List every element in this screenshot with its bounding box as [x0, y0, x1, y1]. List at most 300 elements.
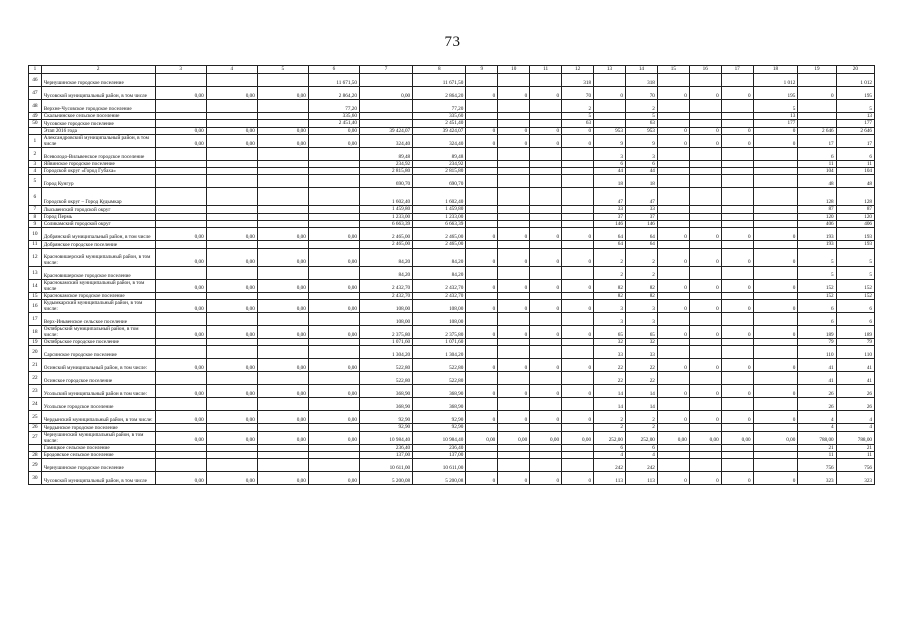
value-cell [721, 459, 753, 472]
value-cell: 0,00 [359, 87, 412, 100]
table-row [29, 312, 875, 325]
value-cell: 82 [625, 292, 657, 299]
value-cell [257, 147, 308, 160]
value-cell: 335,60 [308, 113, 359, 120]
row-name-cell: Краснокамский муниципальный район, в том числе [41, 279, 155, 292]
row-number-cell: 9 [29, 221, 42, 228]
value-cell [257, 266, 308, 279]
value-cell: 0 [530, 134, 562, 147]
value-cell [753, 213, 798, 220]
row-number-cell: 24 [29, 398, 42, 411]
value-cell: 108,00 [413, 312, 466, 325]
value-cell: 11 [836, 160, 874, 167]
value-cell [721, 346, 753, 359]
value-cell [206, 241, 257, 248]
value-cell: 1 233,00 [359, 213, 412, 220]
value-cell: 0,00 [206, 431, 257, 444]
value-cell: 137,00 [359, 451, 412, 458]
value-cell: 0 [498, 127, 530, 134]
row-name-cell: Верх-Иньвенское сельское поселение [41, 312, 155, 325]
value-cell: 0 [721, 87, 753, 100]
table-row [29, 87, 875, 100]
value-cell [530, 74, 562, 87]
value-cell [257, 372, 308, 385]
row-number-cell: 21 [29, 359, 42, 372]
table-row [29, 338, 875, 345]
value-cell: 44 [625, 168, 657, 175]
value-cell: 0 [530, 385, 562, 398]
value-cell [308, 147, 359, 160]
header-cell: 16 [689, 66, 721, 74]
value-cell: 234,92 [359, 160, 412, 167]
value-cell: 0,00 [206, 411, 257, 424]
value-cell [206, 221, 257, 228]
value-cell: 0,00 [206, 385, 257, 398]
value-cell [155, 424, 206, 431]
row-name-cell: Скальнинское сельское поселение [41, 113, 155, 120]
value-cell: 2 864,20 [308, 87, 359, 100]
value-cell: 335,60 [413, 113, 466, 120]
header-cell: 3 [155, 66, 206, 74]
row-name-cell: Чусовской муниципальный район, в том числе [41, 472, 155, 485]
value-cell: 0 [798, 87, 836, 100]
value-cell: 318 [625, 74, 657, 87]
value-cell: 788,00 [836, 431, 874, 444]
value-cell: 0 [562, 359, 594, 372]
value-cell: 82 [594, 279, 626, 292]
row-name-cell: Соликамский городской округ [41, 221, 155, 228]
value-cell [657, 74, 689, 87]
value-cell: 48 [836, 175, 874, 188]
page-number: 73 [444, 34, 461, 50]
row-number-cell: 26 [29, 424, 42, 431]
value-cell [657, 312, 689, 325]
value-cell [753, 188, 798, 206]
value-cell: 953 [594, 127, 626, 134]
value-cell: 6 [594, 160, 626, 167]
row-name-cell: Осинское городское поселение [41, 372, 155, 385]
value-cell [657, 100, 689, 113]
value-cell: 77,20 [308, 100, 359, 113]
value-cell [689, 168, 721, 175]
value-cell: 522,80 [413, 359, 466, 372]
value-cell: 0 [498, 134, 530, 147]
value-cell: 2 432,70 [413, 279, 466, 292]
value-cell: 0 [721, 472, 753, 485]
value-cell: 3 [594, 147, 626, 160]
value-cell: 2 465,00 [359, 228, 412, 241]
value-cell: 193 [836, 241, 874, 248]
value-cell: 0 [657, 134, 689, 147]
value-cell: 0,00 [206, 248, 257, 266]
value-cell: 2 432,70 [359, 292, 412, 299]
value-cell [657, 241, 689, 248]
value-cell: 0,00 [498, 431, 530, 444]
value-cell: 22 [625, 372, 657, 385]
value-cell: 2 864,20 [413, 87, 466, 100]
header-cell: 13 [594, 66, 626, 74]
table-row [29, 451, 875, 458]
value-cell: 64 [625, 241, 657, 248]
value-cell: 0 [562, 134, 594, 147]
value-cell [308, 160, 359, 167]
value-cell: 152 [798, 279, 836, 292]
value-cell [155, 266, 206, 279]
value-cell: 0 [721, 228, 753, 241]
value-cell [498, 147, 530, 160]
value-cell: 0 [562, 127, 594, 134]
table-row [29, 346, 875, 359]
table-row [29, 134, 875, 147]
value-cell [798, 74, 836, 87]
value-cell [498, 372, 530, 385]
value-cell [689, 266, 721, 279]
value-cell: 0 [657, 385, 689, 398]
value-cell [530, 147, 562, 160]
row-name-cell: Красновишерский муниципальный район, в том числе: [41, 248, 155, 266]
value-cell: 2 432,70 [359, 279, 412, 292]
value-cell [308, 241, 359, 248]
value-cell [498, 444, 530, 451]
value-cell [206, 213, 257, 220]
value-cell: 18 [594, 175, 626, 188]
value-cell: 323 [836, 472, 874, 485]
value-cell [798, 100, 836, 113]
value-cell: 2 [594, 411, 626, 424]
table-row [29, 266, 875, 279]
value-cell: 1 233,00 [413, 213, 466, 220]
value-cell: 0 [498, 299, 530, 312]
value-cell [308, 346, 359, 359]
value-cell [257, 312, 308, 325]
row-name-cell: Осинский муниципальный район, в том числе: [41, 359, 155, 372]
value-cell [689, 424, 721, 431]
value-cell: 92,90 [359, 424, 412, 431]
value-cell: 0,00 [257, 134, 308, 147]
value-cell: 0 [657, 299, 689, 312]
value-cell [466, 459, 498, 472]
value-cell [689, 459, 721, 472]
value-cell [466, 74, 498, 87]
row-number-cell: 13 [29, 266, 42, 279]
data-table [28, 65, 875, 485]
value-cell [498, 206, 530, 213]
value-cell: 0,00 [308, 472, 359, 485]
value-cell: 0,00 [308, 411, 359, 424]
row-number-cell: 6 [29, 188, 42, 206]
value-cell: 0 [689, 385, 721, 398]
value-cell: 2 375,80 [413, 325, 466, 338]
table-row [29, 459, 875, 472]
value-cell: 22 [594, 372, 626, 385]
value-cell: 0 [753, 411, 798, 424]
value-cell: 0 [689, 87, 721, 100]
header-cell: 1 [29, 66, 42, 74]
value-cell [689, 160, 721, 167]
value-cell: 0,00 [155, 431, 206, 444]
value-cell: 0 [562, 228, 594, 241]
value-cell [498, 312, 530, 325]
value-cell [308, 398, 359, 411]
value-cell: 9 [594, 134, 626, 147]
value-cell [798, 113, 836, 120]
value-cell: 39 424,07 [413, 127, 466, 134]
value-cell [498, 338, 530, 345]
value-cell [721, 175, 753, 188]
value-cell: 2 432,70 [413, 292, 466, 299]
value-cell: 14 [594, 385, 626, 398]
value-cell [206, 74, 257, 87]
row-number-cell: 3 [29, 160, 42, 167]
value-cell: 195 [753, 87, 798, 100]
value-cell: 0 [657, 87, 689, 100]
value-cell: 0 [721, 325, 753, 338]
value-cell: 37 [625, 213, 657, 220]
row-name-cell: Город Пермь [41, 213, 155, 220]
value-cell [562, 241, 594, 248]
value-cell [689, 372, 721, 385]
value-cell: 0 [498, 87, 530, 100]
value-cell [657, 424, 689, 431]
value-cell: 0 [721, 385, 753, 398]
value-cell: 0 [530, 472, 562, 485]
value-cell: 13 [753, 113, 798, 120]
value-cell: 110 [798, 346, 836, 359]
row-name-cell: Октябрьский муниципальный район, в том числе: [41, 325, 155, 338]
row-name-cell: Усольское городское поселение [41, 398, 155, 411]
value-cell [753, 206, 798, 213]
value-cell: 0 [657, 248, 689, 266]
value-cell [498, 160, 530, 167]
row-name-cell: Городской округ – Город Кудымкар [41, 188, 155, 206]
value-cell [562, 266, 594, 279]
row-number-cell: 30 [29, 472, 42, 485]
header-cell: 20 [836, 66, 874, 74]
value-cell [594, 120, 626, 127]
value-cell: 0,00 [257, 127, 308, 134]
value-cell [155, 147, 206, 160]
row-name-cell: Сарсинское городское поселение [41, 346, 155, 359]
value-cell: 0,00 [308, 134, 359, 147]
value-cell: 0,00 [206, 87, 257, 100]
value-cell [206, 120, 257, 127]
value-cell [721, 444, 753, 451]
value-cell [498, 266, 530, 279]
value-cell [721, 312, 753, 325]
header-cell: 2 [41, 66, 155, 74]
value-cell: 0 [689, 299, 721, 312]
value-cell [498, 168, 530, 175]
value-cell [155, 188, 206, 206]
value-cell: 0 [689, 279, 721, 292]
value-cell: 0 [657, 325, 689, 338]
value-cell [155, 120, 206, 127]
value-cell [466, 398, 498, 411]
value-cell: 368,90 [413, 398, 466, 411]
value-cell [689, 147, 721, 160]
value-cell: 152 [836, 279, 874, 292]
value-cell [721, 292, 753, 299]
value-cell [530, 346, 562, 359]
table-row [29, 424, 875, 431]
value-cell [498, 451, 530, 458]
value-cell: 2 [625, 266, 657, 279]
value-cell: 0 [594, 87, 626, 100]
table-row [29, 292, 875, 299]
value-cell [689, 292, 721, 299]
value-cell: 41 [836, 359, 874, 372]
value-cell: 2 [594, 248, 626, 266]
value-cell [308, 424, 359, 431]
value-cell: 11 671,50 [413, 74, 466, 87]
value-cell: 0,00 [155, 411, 206, 424]
value-cell [562, 424, 594, 431]
value-cell: 0 [689, 411, 721, 424]
value-cell: 0 [721, 299, 753, 312]
value-cell: 0 [530, 325, 562, 338]
value-cell [562, 160, 594, 167]
value-cell [530, 451, 562, 458]
value-cell: 2 [625, 424, 657, 431]
value-cell: 0 [530, 299, 562, 312]
value-cell: 0,00 [753, 431, 798, 444]
value-cell: 5 200,08 [359, 472, 412, 485]
value-cell [562, 346, 594, 359]
value-cell [530, 188, 562, 206]
value-cell [155, 160, 206, 167]
row-name-cell: Добрянский муниципальный район, в том числе [41, 228, 155, 241]
value-cell [721, 398, 753, 411]
value-cell [257, 292, 308, 299]
value-cell: 0 [530, 228, 562, 241]
value-cell: 63 [625, 120, 657, 127]
value-cell [562, 175, 594, 188]
row-name-cell: Чусовское городское поселение [41, 120, 155, 127]
value-cell [657, 168, 689, 175]
value-cell [530, 424, 562, 431]
value-cell: 77,20 [413, 100, 466, 113]
table-row [29, 411, 875, 424]
value-cell: 0 [753, 127, 798, 134]
value-cell [308, 168, 359, 175]
value-cell: 41 [798, 359, 836, 372]
table-row [29, 147, 875, 160]
value-cell: 6 663,39 [413, 221, 466, 228]
value-cell [155, 175, 206, 188]
value-cell: 0 [466, 248, 498, 266]
value-cell: 89,48 [413, 147, 466, 160]
value-cell: 0,00 [308, 325, 359, 338]
value-cell: 33 [625, 346, 657, 359]
value-cell: 242 [625, 459, 657, 472]
row-name-cell: Чернушинское городское поселение [41, 459, 155, 472]
value-cell [689, 451, 721, 458]
value-cell [689, 398, 721, 411]
value-cell: 690,70 [413, 175, 466, 188]
value-cell [657, 266, 689, 279]
value-cell: 48 [798, 175, 836, 188]
value-cell [155, 213, 206, 220]
value-cell: 0 [753, 385, 798, 398]
value-cell [562, 398, 594, 411]
value-cell: 3 [594, 299, 626, 312]
value-cell [498, 100, 530, 113]
value-cell: 65 [594, 325, 626, 338]
header-cell: 14 [625, 66, 657, 74]
value-cell: 113 [594, 472, 626, 485]
value-cell [562, 292, 594, 299]
value-cell [359, 120, 412, 127]
value-cell: 788,00 [798, 431, 836, 444]
value-cell: 87 [836, 206, 874, 213]
value-cell: 3 [625, 299, 657, 312]
value-cell [257, 213, 308, 220]
value-cell: 0 [562, 279, 594, 292]
value-cell [562, 221, 594, 228]
value-cell [721, 160, 753, 167]
value-cell: 0,00 [155, 472, 206, 485]
value-cell: 104 [798, 168, 836, 175]
row-name-cell: Всеволодо-Вильвенское городское поселение [41, 147, 155, 160]
table-row [29, 385, 875, 398]
value-cell: 0 [530, 279, 562, 292]
value-cell [155, 241, 206, 248]
header-cell: 5 [257, 66, 308, 74]
value-cell [257, 100, 308, 113]
value-cell: 0 [753, 228, 798, 241]
value-cell [466, 346, 498, 359]
header-cell: 4 [206, 66, 257, 74]
row-number-cell: 17 [29, 312, 42, 325]
value-cell [753, 338, 798, 345]
table-row [29, 100, 875, 113]
value-cell: 0 [753, 134, 798, 147]
value-cell: 5 [836, 100, 874, 113]
value-cell: 0 [753, 325, 798, 338]
value-cell [155, 451, 206, 458]
value-cell [753, 312, 798, 325]
value-cell [689, 74, 721, 87]
value-cell: 2 465,00 [359, 241, 412, 248]
value-cell [466, 175, 498, 188]
value-cell: 1 459,80 [413, 206, 466, 213]
value-cell [689, 113, 721, 120]
row-name-cell: Бродовское сельское поселение [41, 451, 155, 458]
value-cell [206, 206, 257, 213]
header-cell: 8 [413, 66, 466, 74]
value-cell: 0 [721, 134, 753, 147]
value-cell: 113 [625, 472, 657, 485]
value-cell [206, 398, 257, 411]
value-cell: 152 [836, 292, 874, 299]
value-cell: 17 [798, 134, 836, 147]
value-cell [721, 147, 753, 160]
value-cell [206, 292, 257, 299]
value-cell [206, 147, 257, 160]
value-cell [498, 213, 530, 220]
value-cell: 5 [562, 113, 594, 120]
value-cell [530, 175, 562, 188]
value-cell: 0 [530, 248, 562, 266]
value-cell [257, 120, 308, 127]
value-cell [562, 312, 594, 325]
value-cell: 0,00 [257, 359, 308, 372]
value-cell [753, 372, 798, 385]
value-cell: 89,48 [359, 147, 412, 160]
value-cell [530, 100, 562, 113]
value-cell: 4 [836, 424, 874, 431]
value-cell [657, 221, 689, 228]
